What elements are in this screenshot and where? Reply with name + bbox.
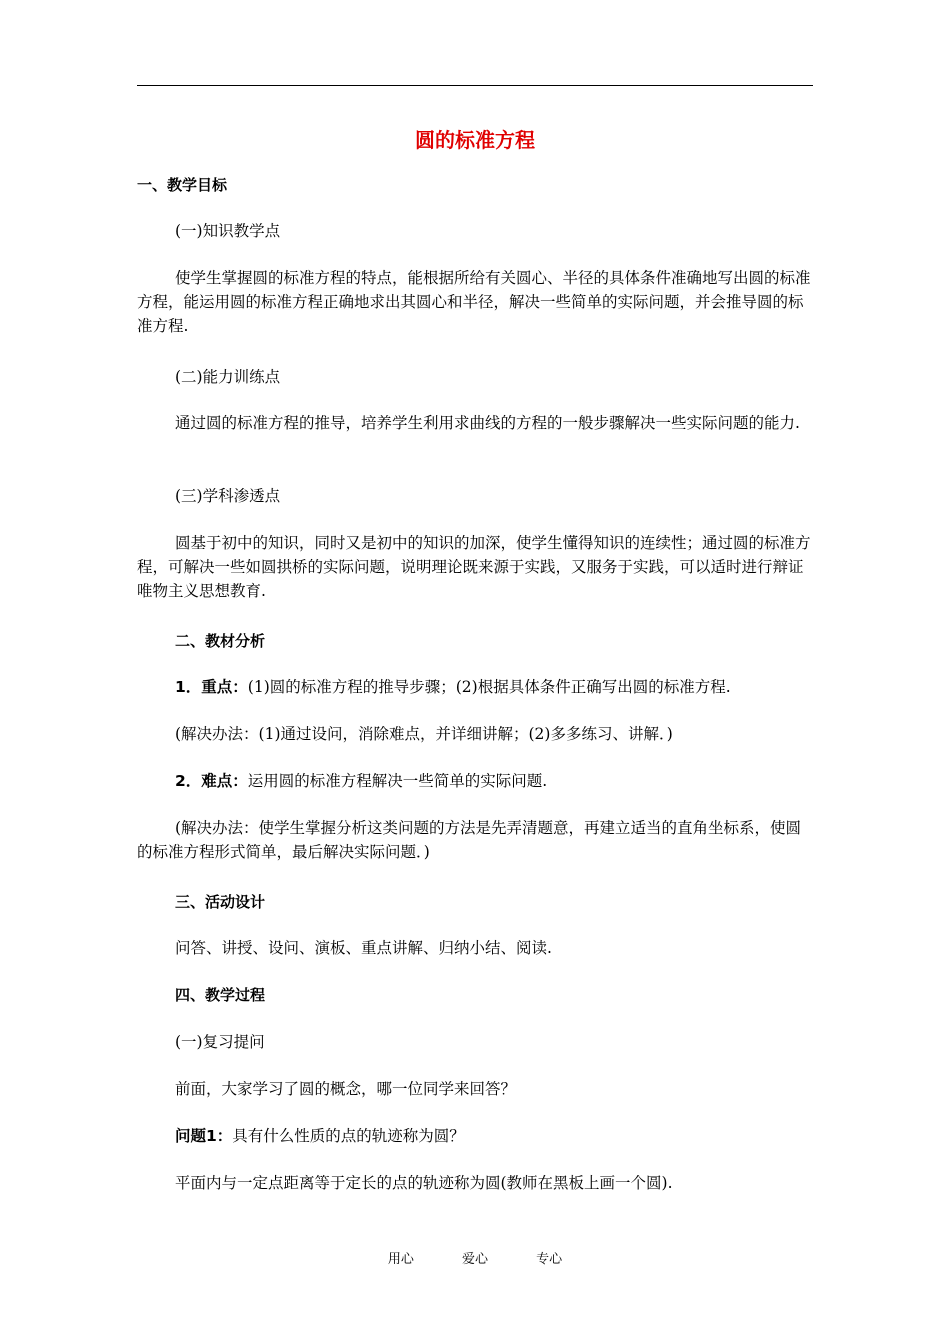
- paragraph-knowledge: 使学生掌握圆的标准方程的特点，能根据所给有关圆心、半径的具体条件准确地写出圆的标准方程，能运用圆的标准方程正确地求出其圆心和半径，解决一些简单的实际问题，并会推导圆的标准方程.: [137, 269, 811, 335]
- subsection-discipline: (三)学科渗透点: [175, 487, 281, 505]
- subsection-ability: (二)能力训练点: [175, 368, 281, 386]
- section-heading-4: 四、教学过程: [175, 986, 266, 1004]
- difficulty-line: [137, 769, 813, 793]
- subsection-knowledge: (一)知识教学点: [175, 222, 281, 240]
- section-heading-3: 三、活动设计: [175, 893, 266, 911]
- difficulty-solution: (解决办法：使学生掌握分析这类问题的方法是先弄清题意，再建立适当的直角坐标系，使圆的标准方程形式简单，最后解决实际问题．): [137, 819, 802, 861]
- key-point-label: 1．重点：: [175, 678, 248, 696]
- difficulty-text: 运用圆的标准方程解决一些简单的实际问题.: [247, 772, 548, 790]
- section-heading-2: 二、教材分析: [175, 632, 266, 650]
- subsection-review: (一)复习提问: [175, 1033, 265, 1051]
- question-1-line: [137, 1124, 813, 1148]
- question-1-text: 具有什么性质的点的轨迹称为圆？: [232, 1127, 465, 1145]
- answer-paragraph: 平面内与一定点距离等于定长的点的轨迹称为圆(教师在黑板上画一个圆).: [175, 1174, 673, 1192]
- difficulty-label: 2．难点：: [175, 772, 248, 790]
- key-point-line: [137, 675, 813, 699]
- question-1-label: 问题1：: [175, 1127, 233, 1145]
- footer-item: 用心: [387, 1252, 414, 1267]
- review-paragraph: 前面，大家学习了圆的概念，哪一位同学来回答？: [175, 1080, 517, 1098]
- document-title: 圆的标准方程: [415, 128, 535, 152]
- paragraph-ability: 通过圆的标准方程的推导，培养学生利用求曲线的方程的一般步骤解决一些实际问题的能力.: [175, 414, 800, 432]
- section-heading-1: 一、教学目标: [137, 176, 228, 194]
- activity-paragraph: 问答、讲授、设问、演板、重点讲解、归纳小结、阅读.: [175, 939, 552, 957]
- header-rule: [137, 85, 813, 86]
- key-point-solution: (解决办法：(1)通过设问，消除难点，并详细讲解；(2)多多练习、讲解．): [175, 725, 673, 743]
- key-point-text: (1)圆的标准方程的推导步骤；(2)根据具体条件正确写出圆的标准方程.: [247, 678, 731, 696]
- footer-item: 爱心: [461, 1252, 488, 1267]
- page-footer: [0, 1248, 950, 1267]
- footer-item: 专心: [536, 1252, 563, 1267]
- paragraph-discipline: 圆基于初中的知识，同时又是初中的知识的加深，使学生懂得知识的连续性；通过圆的标准方程，可解决一些如圆拱桥的实际问题，说明理论既来源于实践，又服务于实践，可以适时进行辩证唯物主义思想教育.: [137, 534, 811, 600]
